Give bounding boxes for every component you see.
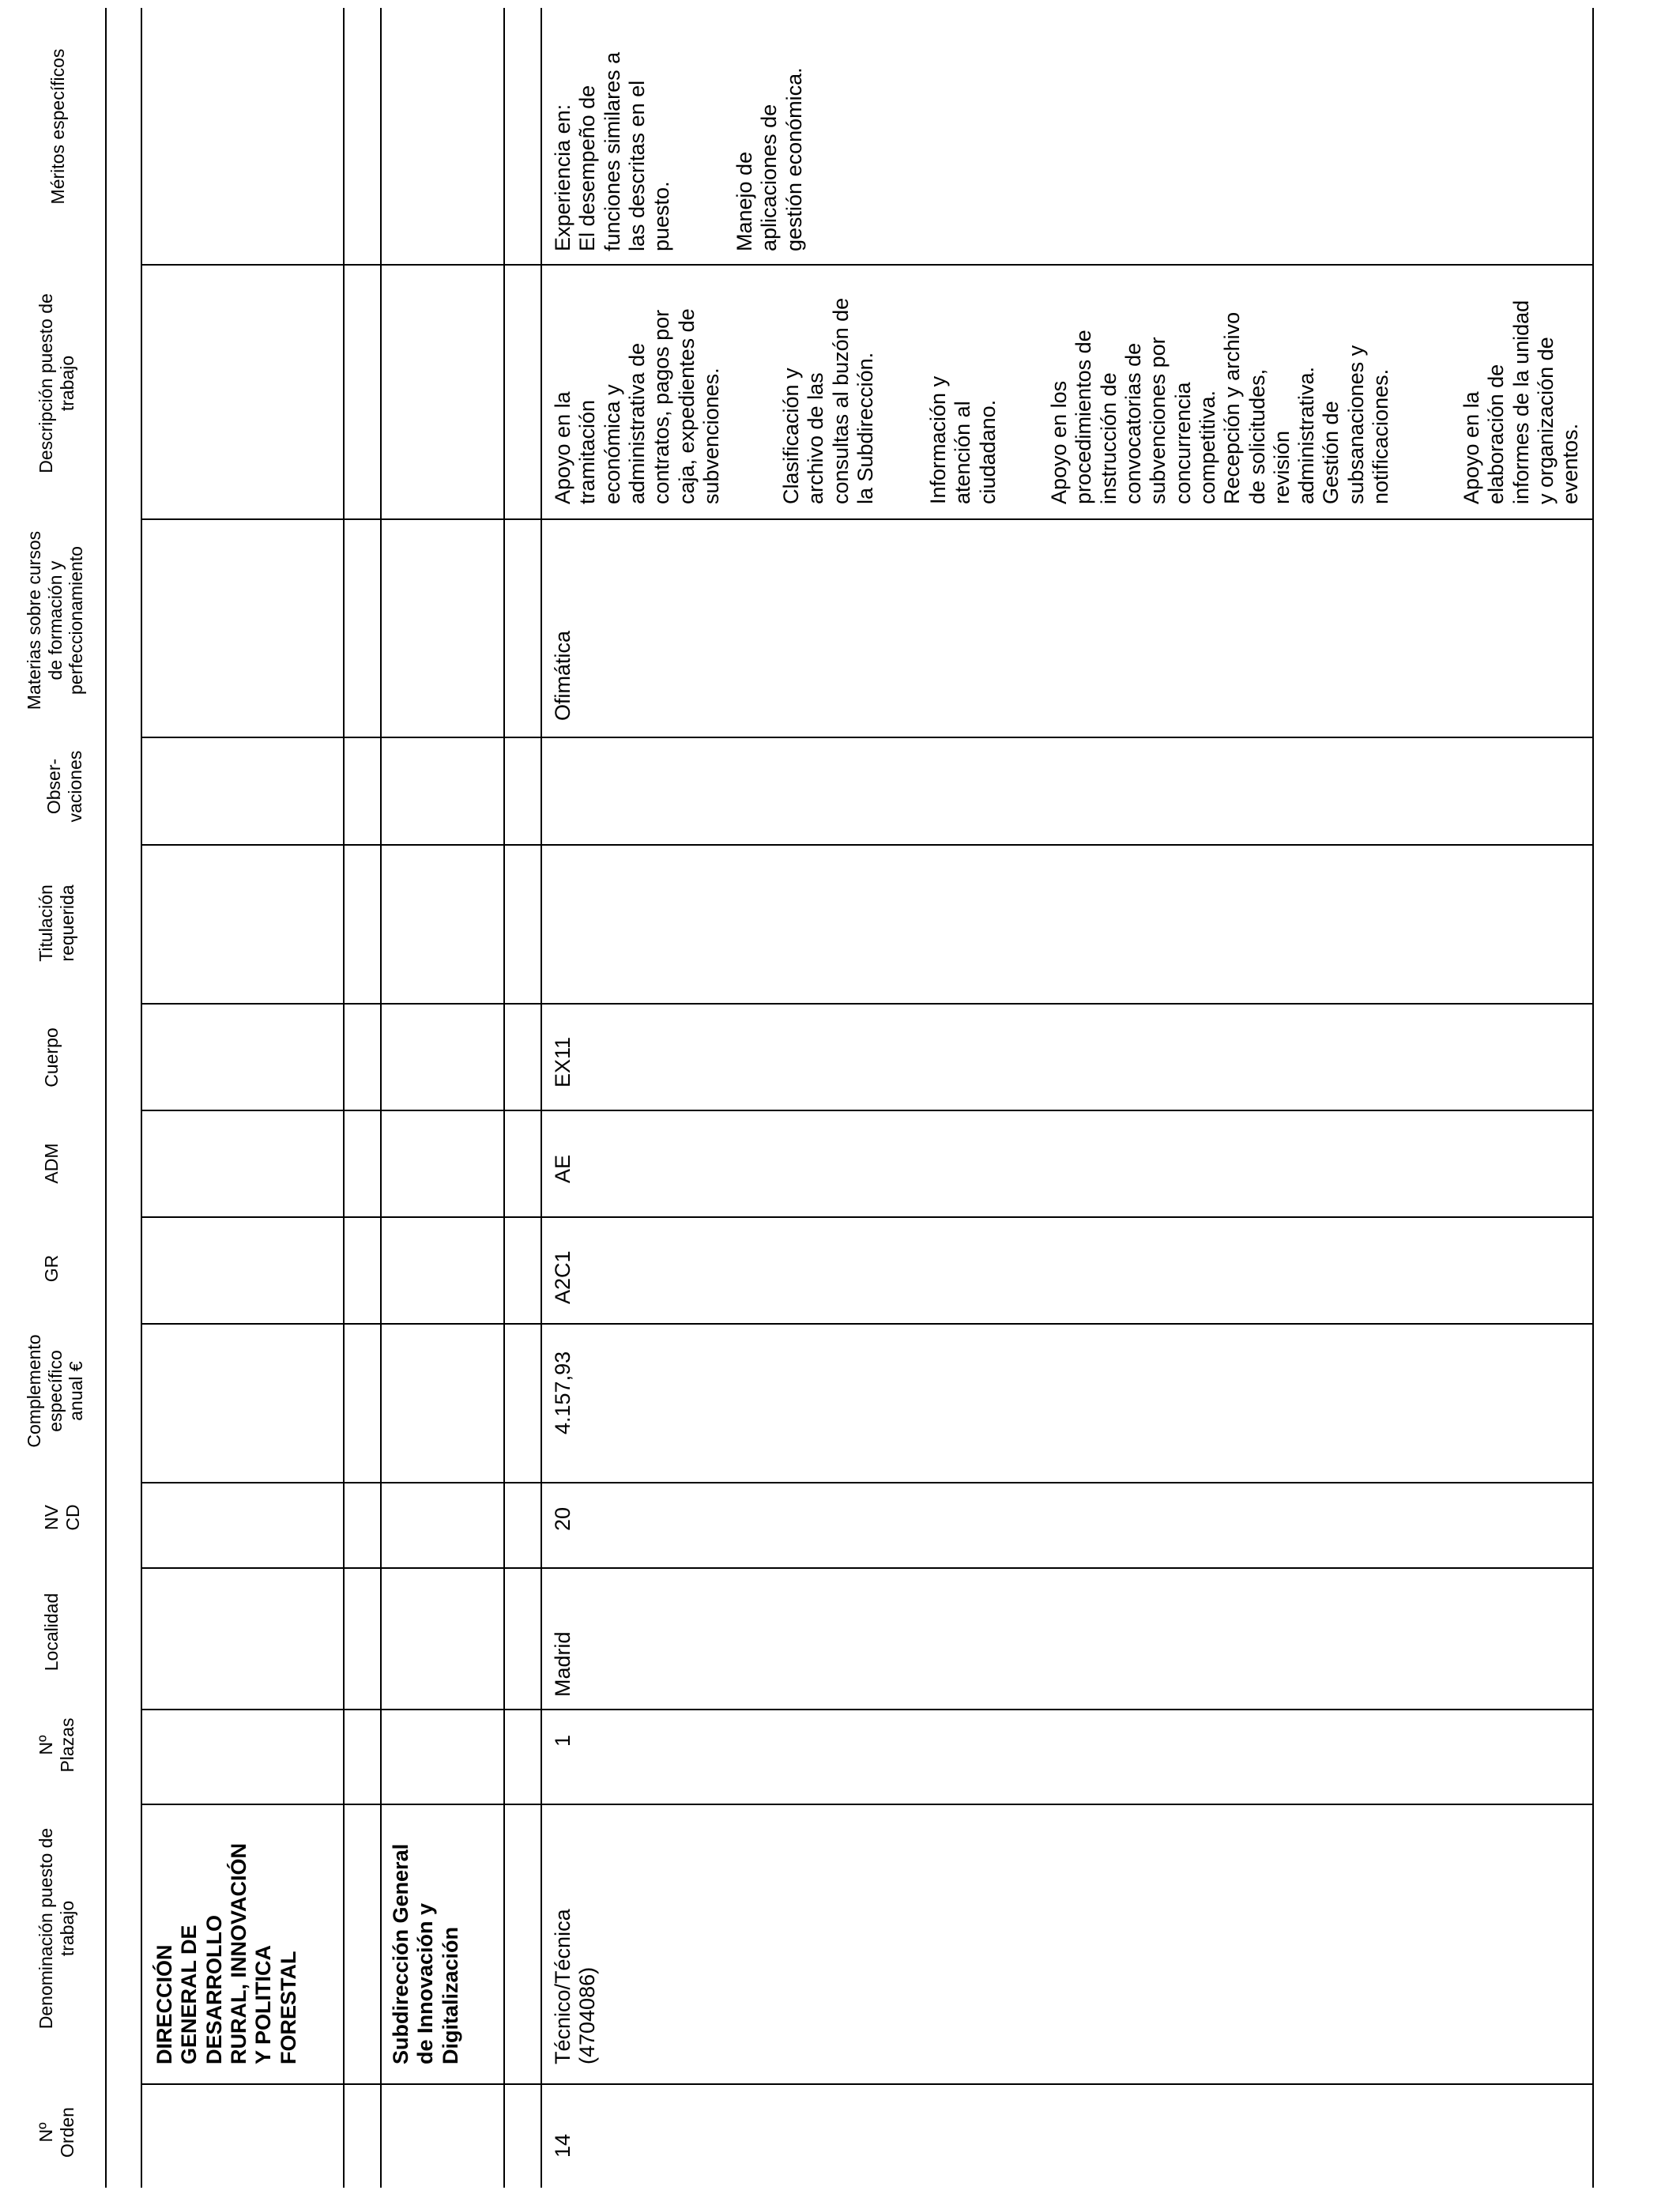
header-observaciones: Obser- vaciones — [43, 750, 85, 823]
table-line — [141, 737, 1592, 738]
header-localidad: Localidad — [41, 1593, 62, 1672]
table-line — [541, 8, 542, 2188]
table-line — [105, 8, 107, 2188]
table-line — [141, 1482, 1592, 1483]
table-line — [141, 1709, 1592, 1710]
table-line — [343, 8, 345, 2188]
row-complemento: 4.157,93 — [551, 1351, 574, 1434]
table-line — [503, 8, 505, 2188]
table-line — [141, 518, 1592, 520]
row-denominacion: Técnico/Técnica (4704086) — [551, 1909, 600, 2064]
table-line — [141, 8, 142, 2188]
table-line — [380, 8, 382, 2188]
header-gr: GR — [41, 1254, 62, 1283]
row-gr: A2C1 — [551, 1250, 574, 1304]
header-materias: Materias sobre cursos de formación y perfeccionamiento — [24, 530, 87, 711]
row-nvcd: 20 — [551, 1506, 574, 1531]
table-line — [141, 1323, 1592, 1325]
row-cuerpo: EX11 — [551, 1036, 574, 1088]
row-meritos-2: Manejo de aplicaciones de gestión económica. — [733, 67, 806, 251]
header-cuerpo: Cuerpo — [41, 1027, 62, 1088]
row-descripcion-1: Apoyo en la tramitación económica y administrativa de contratos, pagos por caja, expedientes de subvenciones. — [551, 308, 723, 504]
header-descripcion: Descripción puesto de trabajo — [36, 293, 77, 473]
row-adm: AE — [551, 1154, 574, 1183]
table-line — [141, 1804, 1592, 1805]
header-titulacion: Titulación requerida — [36, 884, 77, 962]
unit-subdireccion-general: Subdirección General de Innovación y Digitalización — [389, 1843, 462, 2064]
header-nvcd: NV CD — [41, 1504, 83, 1531]
row-materias: Ofimática — [551, 630, 574, 721]
table-line — [141, 1110, 1592, 1111]
row-meritos-1: Experiencia en: El desempeño de funciones similares a las descritas en el puesto. — [551, 51, 674, 251]
row-descripcion-5: Apoyo en la elaboración de informes de la unidad y organización de eventos. — [1460, 300, 1583, 504]
table-line — [141, 264, 1592, 266]
table-line — [141, 1567, 1592, 1569]
header-orden: Nº Orden — [36, 2107, 77, 2158]
table-line — [141, 2083, 1592, 2085]
header-adm: ADM — [41, 1143, 62, 1184]
header-denominacion: Denominación puesto de trabajo — [36, 1827, 77, 2030]
table-line — [141, 1216, 1592, 1218]
table-line — [141, 844, 1592, 846]
header-complemento: Complemento específico anual € — [24, 1334, 87, 1448]
row-localidad: Madrid — [551, 1631, 574, 1697]
row-descripcion-4: Apoyo en los procedimientos de instrucción de convocatorias de subvenciones por concurrencia competitiva. Recepción y archivo de solicitudes, revisión administrativa. Gestión de subsanaciones y notificaciones. — [1047, 311, 1393, 504]
table-line — [141, 1003, 1592, 1005]
row-descripcion-2: Clasificación y archivo de las consultas al buzón de la Subdirección. — [779, 297, 877, 504]
unit-direccion-general: DIRECCIÓN GENERAL DE DESARROLLO RURAL, INNOVACIÓN Y POLITICA FORESTAL — [153, 1843, 300, 2064]
table-line — [1592, 8, 1594, 2188]
row-orden: 14 — [551, 2133, 574, 2158]
row-plazas: 1 — [551, 1734, 574, 1747]
header-plazas: Nº Plazas — [36, 1717, 77, 1773]
header-meritos: Méritos específicos — [47, 48, 68, 205]
row-descripcion-3: Información y atención al ciudadano. — [926, 375, 1000, 504]
